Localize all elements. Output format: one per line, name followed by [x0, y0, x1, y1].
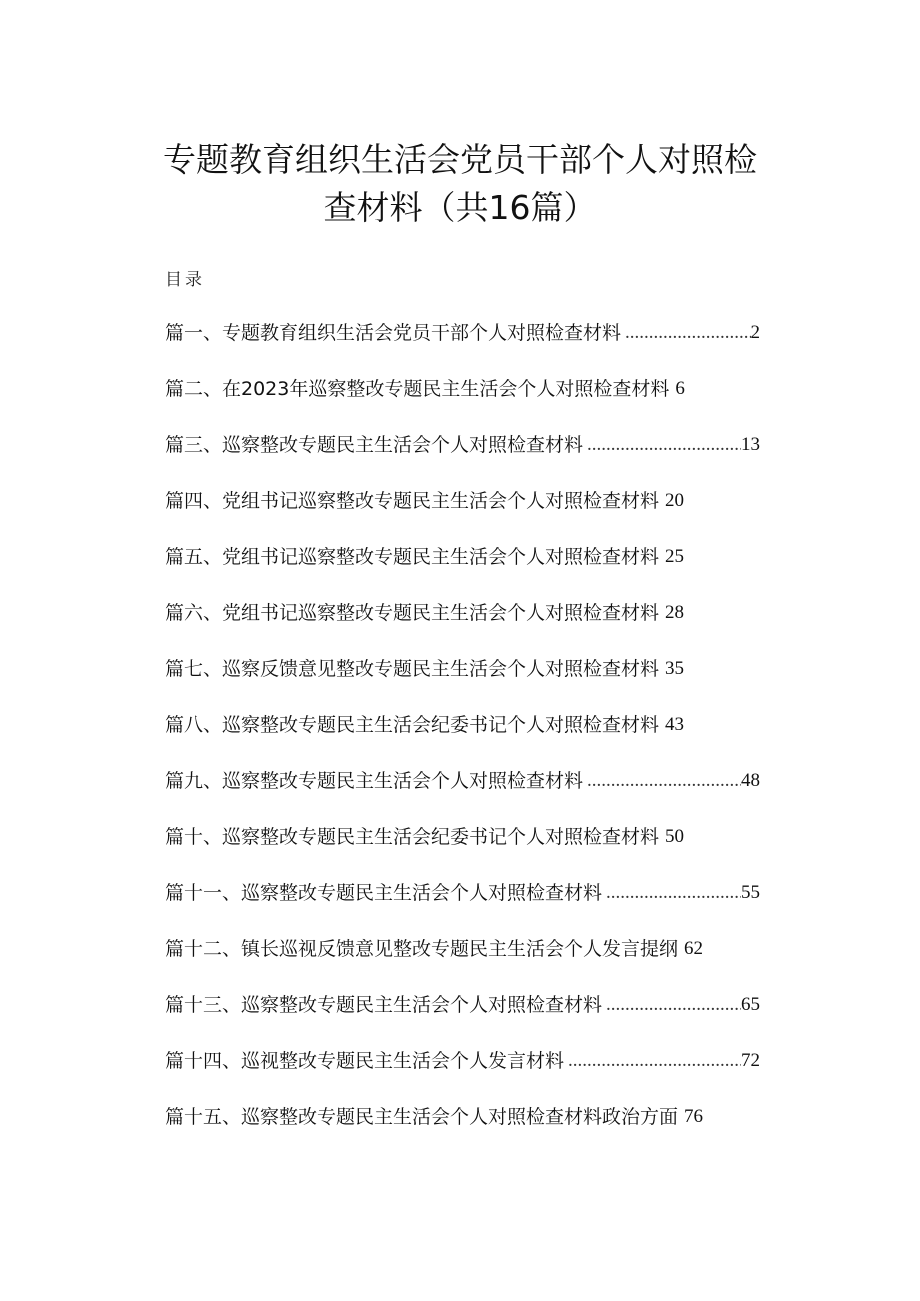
toc-entry[interactable] [165, 430, 760, 486]
toc-dot-leader [583, 766, 741, 796]
toc-entry-title: 篇九、巡察整改专题民主生活会个人对照检查材料 [165, 770, 584, 792]
toc-entry[interactable] [165, 374, 760, 430]
document-title-line-1: 专题教育组织生活会党员干部个人对照检 [163, 140, 757, 179]
toc-entry[interactable] [165, 1102, 760, 1158]
toc-entry[interactable] [165, 486, 760, 542]
toc-page-number: 72 [741, 1050, 760, 1071]
toc-entry[interactable] [165, 1046, 760, 1102]
toc-entry-title: 篇十、巡察整改专题民主生活会纪委书记个人对照检查材料 [165, 826, 660, 848]
toc-entry[interactable] [165, 710, 760, 766]
toc-page-number: 55 [741, 882, 760, 903]
toc-entry[interactable] [165, 654, 760, 710]
toc-entry[interactable] [165, 598, 760, 654]
toc-dot-leader [602, 990, 741, 1020]
toc-entry[interactable] [165, 766, 760, 822]
toc-entry-title: 篇三、巡察整改专题民主生活会个人对照检查材料 [165, 434, 584, 456]
toc-entry-title: 篇十二、镇长巡视反馈意见整改专题民主生活会个人发言提纲 [165, 938, 679, 960]
toc-label: 目录 [165, 270, 205, 290]
toc-page-number: 25 [665, 546, 685, 567]
toc-dot-leader [564, 1046, 741, 1076]
toc-entry[interactable] [165, 318, 760, 374]
toc-entry-title: 篇五、党组书记巡察整改专题民主生活会个人对照检查材料 [165, 546, 660, 568]
toc-page-number: 28 [665, 602, 685, 623]
toc-entry-title: 篇十五、巡察整改专题民主生活会个人对照检查材料政治方面 [165, 1106, 679, 1128]
toc-entry-title: 篇七、巡察反馈意见整改专题民主生活会个人对照检查材料 [165, 658, 660, 680]
toc-page-number: 43 [665, 714, 685, 735]
toc-entry-title: 篇二、在2023年巡察整改专题民主生活会个人对照检查材料 [165, 378, 670, 400]
toc-entry-title: 篇十三、巡察整改专题民主生活会个人对照检查材料 [165, 994, 603, 1016]
toc-page-number: 2 [750, 322, 760, 343]
toc-dot-leader [621, 318, 750, 348]
toc-entry-title: 篇十一、巡察整改专题民主生活会个人对照检查材料 [165, 882, 603, 904]
document-title-line-2: 查材料（共16篇） [323, 188, 597, 227]
toc-entry-title: 篇一、专题教育组织生活会党员干部个人对照检查材料 [165, 322, 622, 344]
toc-entry[interactable] [165, 878, 760, 934]
toc-entry[interactable] [165, 822, 760, 878]
toc-dot-leader [583, 430, 741, 460]
toc-entry[interactable] [165, 990, 760, 1046]
table-of-contents [165, 318, 760, 1158]
toc-entry-title: 篇十四、巡视整改专题民主生活会个人发言材料 [165, 1050, 565, 1072]
toc-page-number: 48 [741, 770, 760, 791]
toc-entry[interactable] [165, 542, 760, 598]
toc-page-number: 76 [684, 1106, 704, 1127]
toc-entry[interactable] [165, 934, 760, 990]
toc-page-number: 50 [665, 826, 685, 847]
toc-page-number: 13 [741, 434, 760, 455]
toc-page-number: 62 [684, 938, 704, 959]
toc-entry-title: 篇四、党组书记巡察整改专题民主生活会个人对照检查材料 [165, 490, 660, 512]
toc-entry-title: 篇六、党组书记巡察整改专题民主生活会个人对照检查材料 [165, 602, 660, 624]
toc-page-number: 65 [741, 994, 760, 1015]
toc-page-number: 6 [675, 378, 685, 399]
toc-page-number: 35 [665, 658, 685, 679]
toc-page-number: 20 [665, 490, 685, 511]
toc-dot-leader [602, 878, 741, 908]
toc-entry-title: 篇八、巡察整改专题民主生活会纪委书记个人对照检查材料 [165, 714, 660, 736]
document-title [150, 136, 770, 232]
